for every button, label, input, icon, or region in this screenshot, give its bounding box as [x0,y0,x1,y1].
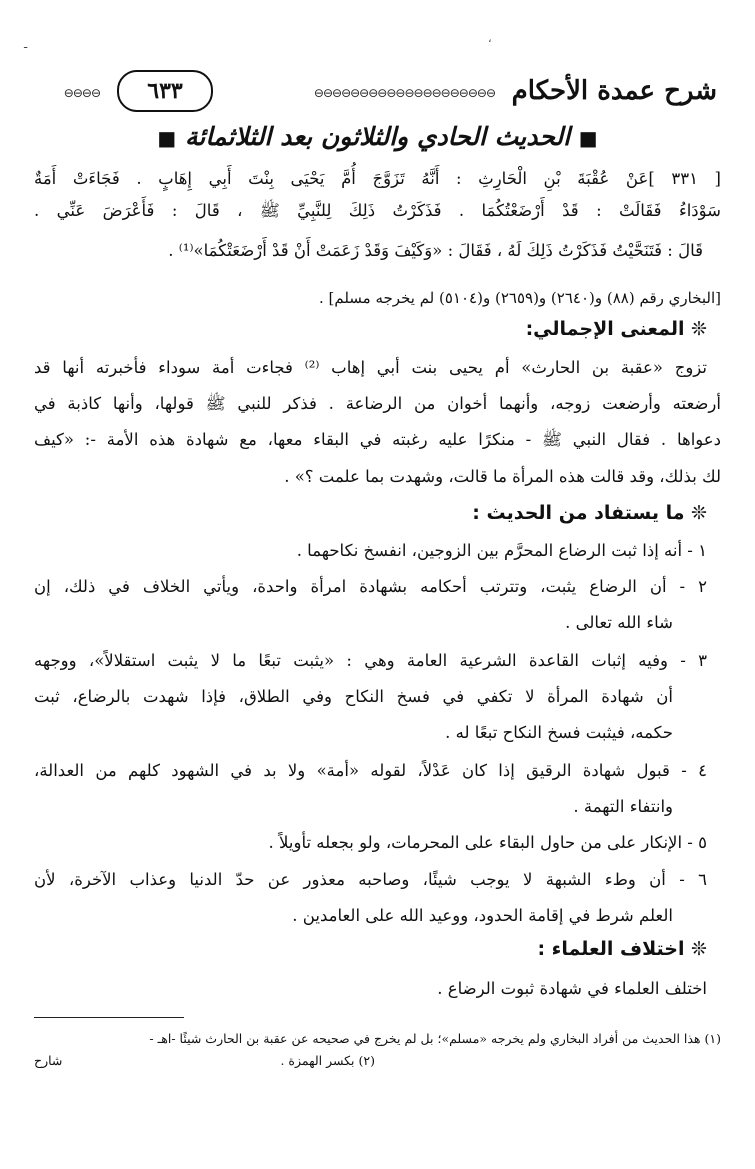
list-item: ٣ - وفيه إثبات القاعدة الشرعية العامة وهي : «يثبت تبعًا ما لا يثبت استقلالاً»، ووجهه [34,651,707,670]
header-ornament-small: ⊖⊖⊖⊖ [63,86,100,100]
list-item: ٤ - قبول شهادة الرقيق إذا كان عَدْلاً، لقوله «أمة» ولا بد في الشهود كلهم من العدالة، [34,761,707,780]
title-bullet-icon: ■ [157,126,177,150]
section-heading-general: ❊ المعنى الإجمالي: [525,318,707,340]
header-ornament: ⊖⊖⊖⊖⊖⊖⊖⊖⊖⊖⊖⊖⊖⊖⊖⊖⊖⊖⊖⊖ [313,86,495,100]
list-item: ١ - أنه إذا ثبت الرضاع المحرَّم بين الزوجين، انفسخ نكاحهما . [296,541,707,560]
takhrij: [البخاري رقم (٨٨) و(٢٦٤٠) و(٢٦٥٩) و(٥١٠٤) لم يخرجه مسلم] . [318,289,721,307]
page-number: ٦٣٣ [147,78,183,104]
list-item-continuation: العلم شرط في إقامة الحدود، ووعيد الله على العامدين . [292,906,673,925]
hadith-line: قَالَ : فَتَنَحَّيْتُ فَذَكَرْتُ ذَلِكَ لَهُ ، فَقَالَ : «وَكَيْفَ وَقَدْ زَعَمَتْ أَنْ قَدْ أَرْضَعَتْكُمَا»⁽¹⁾ . [168,241,703,260]
paragraph-line: اختلف العلماء في شهادة ثبوت الرضاع . [437,979,707,998]
footnote-2: (٢) بكسر الهمزة . [280,1053,375,1068]
title-bullet-icon: ■ [578,126,598,150]
scan-mark: ـ [24,38,28,51]
footnote-divider [34,1017,184,1018]
list-item: ٢ - أن الرضاع يثبت، وتترتب أحكامه بشهادة امرأة واحدة، ويأتي الخلاف في ذلك، إن [34,577,707,596]
running-header [40,70,717,116]
list-item-continuation: شاء الله تعالى . [565,613,673,632]
list-item-continuation: وانتفاء التهمة . [573,797,673,816]
paragraph-line: تزوج «عقبة بن الحارث» أم يحيى بنت أبي إهاب ⁽²⁾ فجاءت أمة سوداء فأخبرته أنها قد [34,358,708,377]
page-number-badge [117,70,213,112]
hadith-line: [ ٣٣١ ]عَنْ عُقْبَةَ بْنِ الْحَارِثِ : أَنَّهُ تَزَوَّجَ أُمَّ يَحْيَى بِنْتَ أَبِي إِهَابٍ . فَجَاءَتْ أَمَةٌ [34,169,721,188]
list-item: ٥ - الإنكار على من حاول البقاء على المحرمات، ولو بجعله تأويلاً . [268,833,707,852]
paragraph-line: لك بذلك، وقد قالت هذه المرأة ما قالت، وشهدت بما علمت ؟» . [284,467,721,486]
list-item: ٦ - أن وطء الشبهة لا يوجب شيئًا، وصاحبه معذور عن حدّ الدنيا وعذاب الآخرة، لأن [34,870,707,889]
list-item-continuation: أن شهادة المرأة لا تكفي في فسخ النكاح وفي الطلاق، فإذا شهدت بالرضاع، ثبت [34,687,673,706]
footnote-1: (١) هذا الحديث من أفراد البخاري ولم يخرجه «مسلم»؛ بل لم يخرج في صحيحه عن عقبة بن الحارث شيئًا -اهـ - [149,1031,721,1046]
hadith-line: سَوْدَاءُ فَقَالَتْ : قَدْ أَرْضَعْتُكُمَا . فَذَكَرْتُ ذَلِكَ لِلنَّبِيِّ ﷺ ، قَالَ : فَأَعْرَضَ عَنِّي . [34,201,721,220]
book-title: شرح عمدة الأحكام [511,76,717,106]
section-heading-disagreement: ❊ اختلاف العلماء : [537,938,707,960]
footnote-1-end: شارح [34,1053,63,1068]
hadith-title-text: الحديث الحادي والثلاثون بعد الثلاثمائة [184,122,571,151]
paragraph-line: أرضعته وأرضعت زوجه، وأنهما أخوان من الرضاعة . فذكر للنبي ﷺ قولها، وأنها كاذبة في [34,394,721,413]
hadith-title [20,122,735,151]
scan-mark: ، [488,32,492,45]
paragraph-line: دعواها . فقال النبي ﷺ - منكرًا عليه رغبته في البقاء معها، مع شهادة هذه الأمة -: «كيف [34,430,721,449]
section-heading-benefits: ❊ ما يستفاد من الحديث : [472,502,707,524]
list-item-continuation: حكمه، فيثبت فسخ النكاح تبعًا له . [445,723,673,742]
